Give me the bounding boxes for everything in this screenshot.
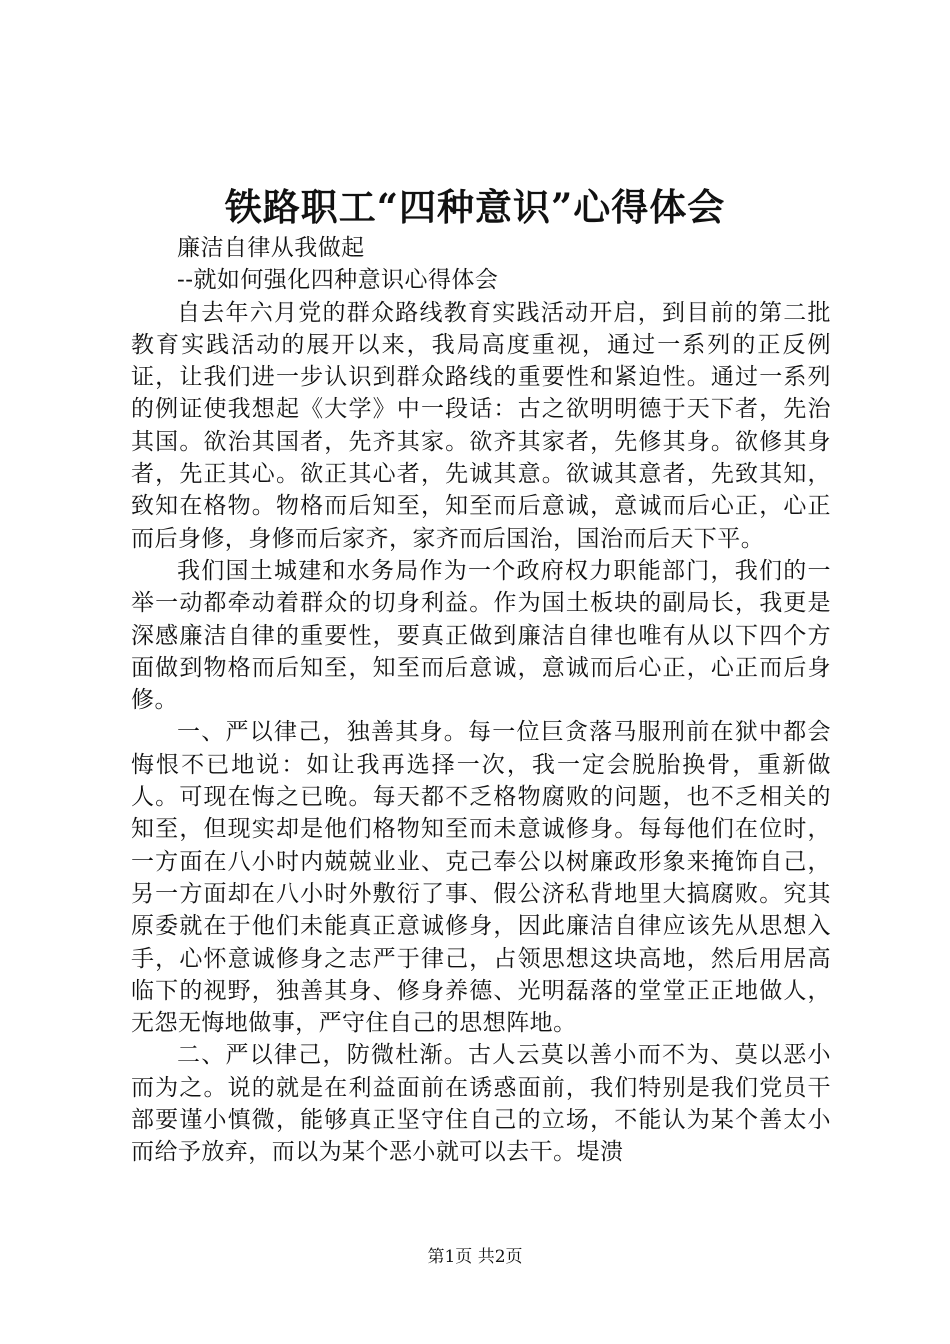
page-footer: 第1页 共2页 — [427, 1247, 523, 1267]
document-subheading: --就如何强化四种意识心得体会 — [177, 267, 499, 294]
document-body — [131, 232, 831, 1169]
document-subtitle: 廉洁自律从我做起 — [177, 235, 365, 261]
paragraph-bureau: 我们国土城建和水务局作为一个政府权力职能部门，我们的一举一动都牵动着群众的切身利益。作为国土板块的副局长，我更是深感廉洁自律的重要性，要真正做到廉洁自律也唯有从以下四个方面做到物格而后知至，知至而后意诚，意诚而后心正，心正而后身修。 — [131, 557, 831, 714]
paragraph-point-two: 二、严以律己，防微杜渐。古人云莫以善小而不为、莫以恶小而为之。说的就是在利益面前在诱惑面前，我们特别是我们党员干部要谨小慎微，能够真正坚守住自己的立场，不能认为某个善太小而给予放弃，而以为某个恶小就可以去干。堤溃 — [131, 1042, 831, 1166]
paragraph-point-one: 一、严以律己，独善其身。每一位巨贪落马服刑前在狱中都会悔恨不已地说：如让我再选择一次，我一定会脱胎换骨，重新做人。可现在悔之已晚。每天都不乏格物腐败的问题，也不乏相关的知至，但现实却是他们格物知至而未意诚修身。每每他们在位时，一方面在八小时内兢兢业业、克己奉公以树廉政形象来掩饰自己，另一方面却在八小时外敷衍了事、假公济私背地里大搞腐败。究其原委就在于他们未能真正意诚修身，因此廉洁自律应该先从思想入手，心怀意诚修身之志严于律己，占领思想这块高地，然后用居高临下的视野，独善其身、修身养德、光明磊落的堂堂正正地做人，无怨无悔地做事，严守住自己的思想阵地。 — [131, 719, 831, 1037]
paragraph-intro: 自去年六月党的群众路线教育实践活动开启，到目前的第二批教育实践活动的展开以来，我局高度重视，通过一系列的正反例证，让我们进一步认识到群众路线的重要性和紧迫性。通过一系列的例证使我想起《大学》中一段话：古之欲明明德于天下者，先治其国。欲治其国者，先齐其家。欲齐其家者，先修其身。欲修其身者，先正其心。欲正其心者，先诚其意。欲诚其意者，先致其知，致知在格物。物格而后知至，知至而后意诚，意诚而后心正，心正而后身修，身修而后家齐，家齐而后国治，国治而后天下平。 — [131, 299, 831, 552]
document-title: 铁路职工“四种意识”心得体会 — [224, 185, 726, 229]
